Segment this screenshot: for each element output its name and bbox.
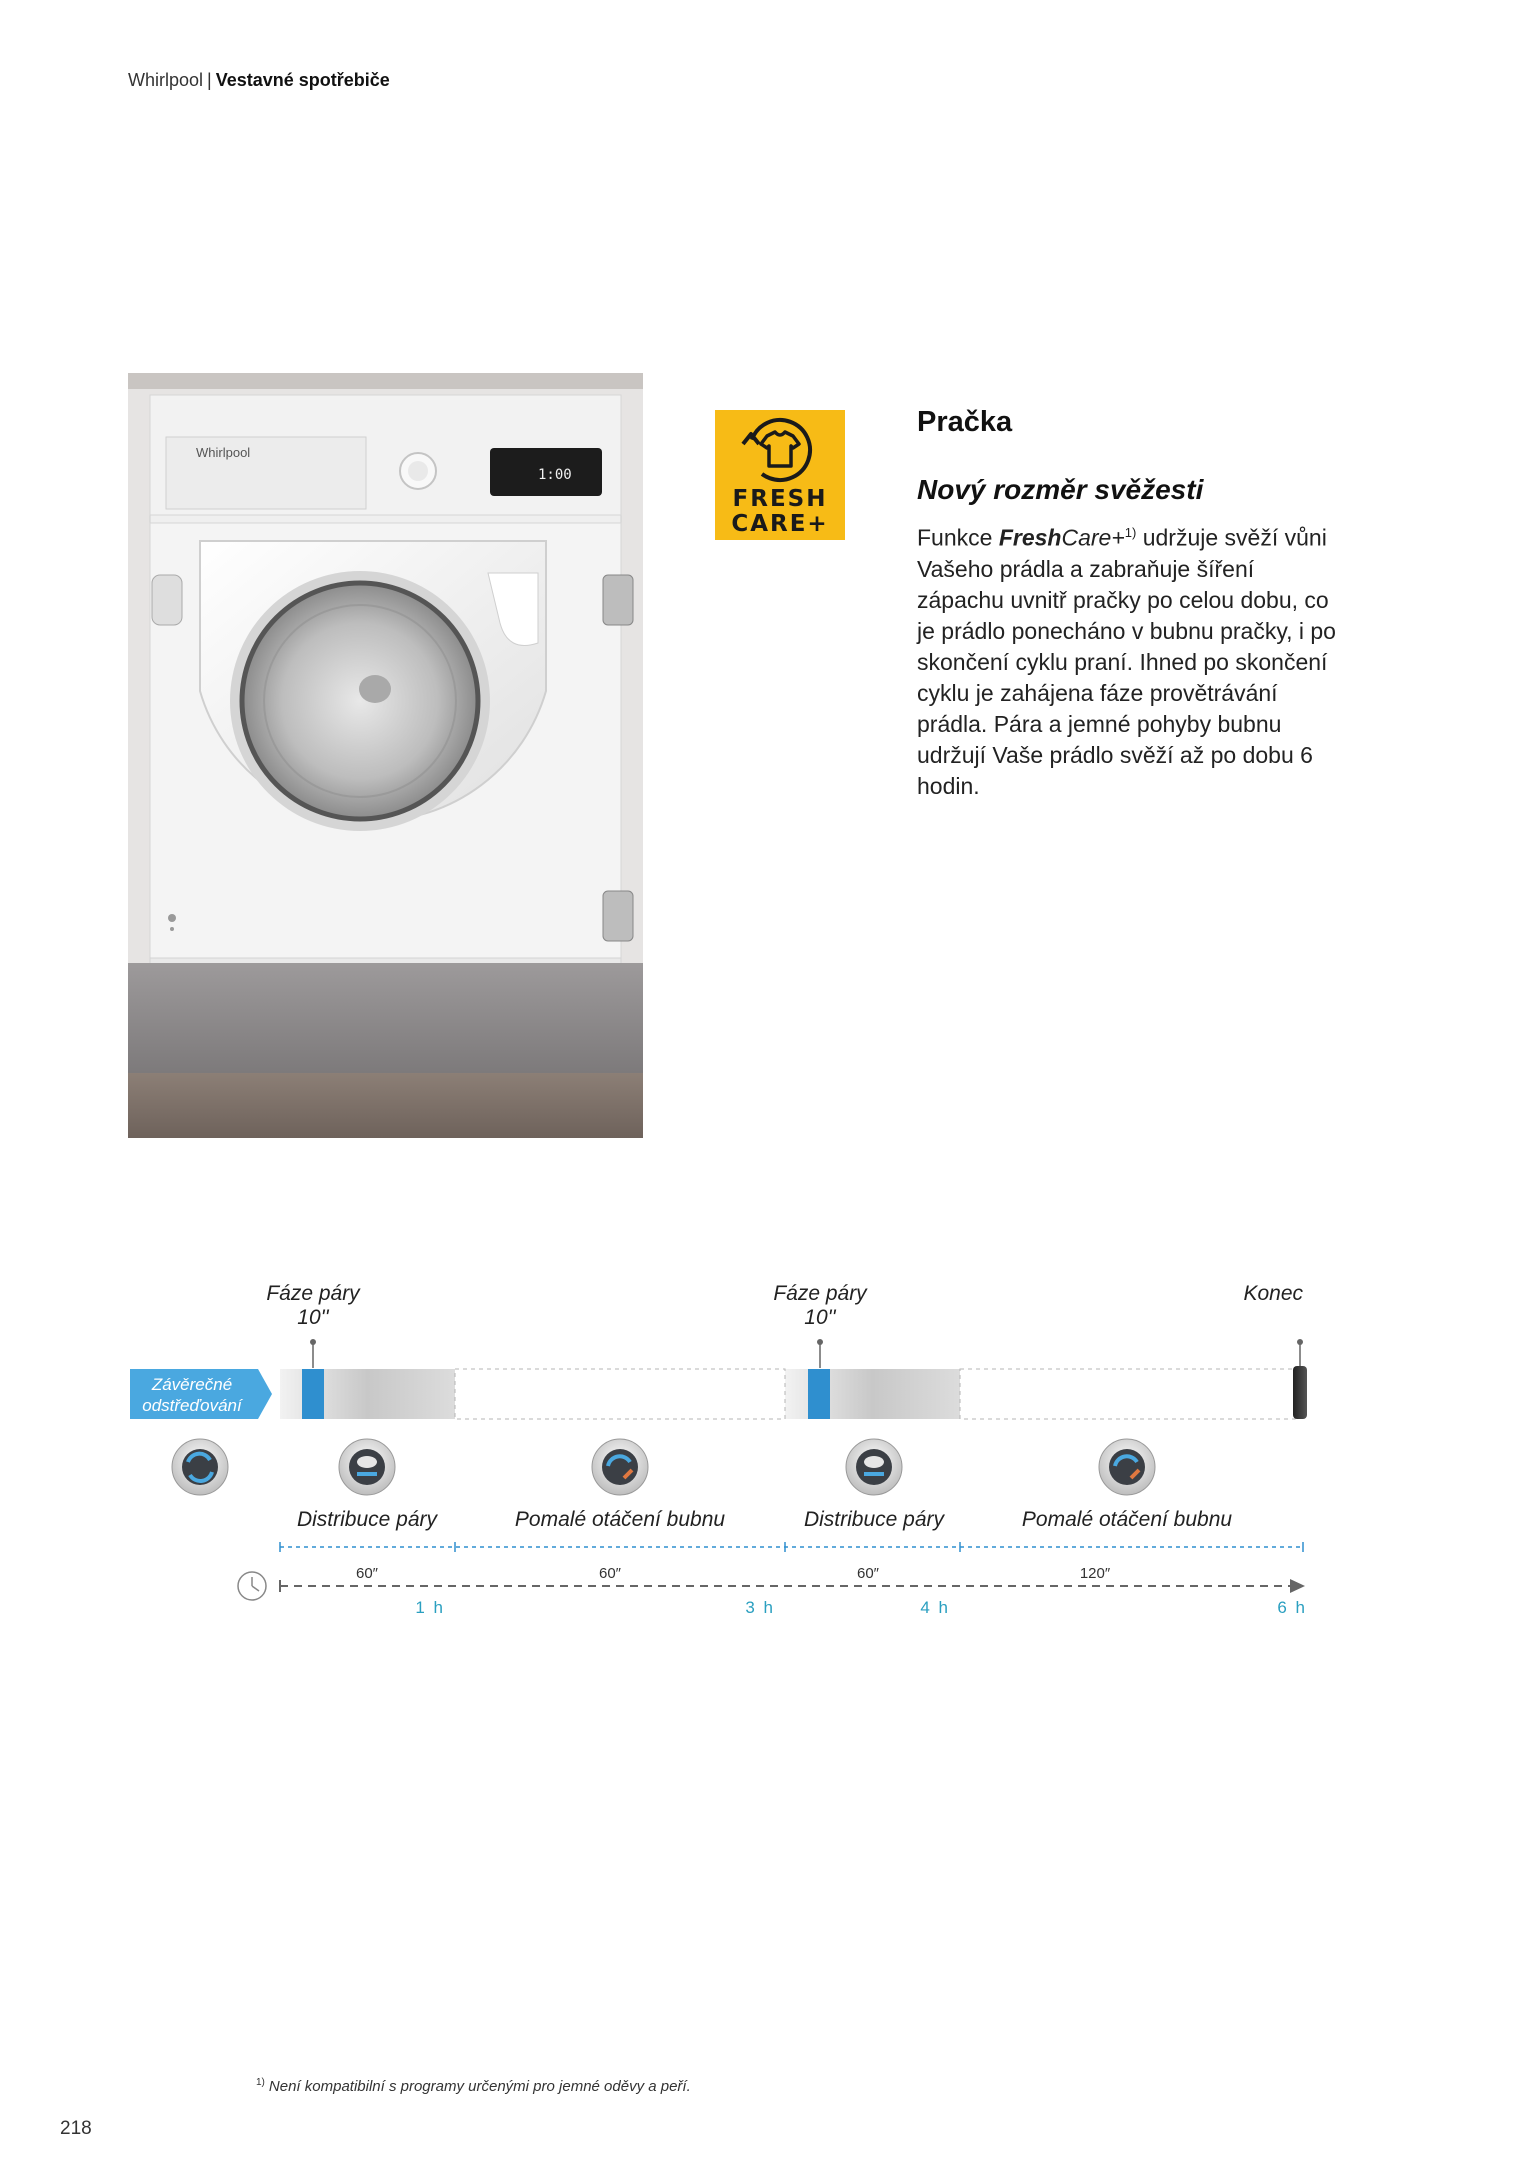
page-header [128,70,390,91]
steam-marker-2-pin [817,1339,823,1368]
freshcare-badge [715,410,845,540]
slow-rotation-icon [592,1439,648,1495]
phase-label: Pomalé otáčení bubnu [1021,1508,1233,1531]
duration-label: 120″ [1079,1565,1111,1582]
footnote [256,2077,691,2095]
header-separator: | [207,70,212,90]
freshcare-timeline-diagram [120,1270,1340,1650]
time-axis [280,1579,1305,1593]
washing-machine-photo [128,373,643,1138]
hour-label: 3 h [745,1598,775,1617]
duration-label: 60″ [857,1565,879,1582]
badge-line-fresh: FRESH [732,486,828,512]
phase-label: Distribuce páry [803,1508,945,1531]
duration-label: 60″ [599,1565,621,1582]
phase-label: Pomalé otáčení bubnu [514,1508,726,1531]
steam-distribution-icon [339,1439,395,1495]
steam-marker-1-label: Fáze páry [266,1282,360,1305]
steam-distribution-icon [846,1439,902,1495]
brand-italic: Care+ [1061,524,1125,551]
feature-title: Nový rozměr svěžesti [917,474,1204,505]
product-title: Pračka [917,406,1013,438]
appliance-logo: Whirlpool [196,445,251,460]
steam-marker-2-label: Fáze páry [773,1282,867,1305]
end-block [1293,1366,1307,1419]
desc-body: udržuje svěží vůni Vašeho prádla a zabraňuje šíření zápachu uvnitř pračky po celou dobu, co je prádlo ponecháno v bubnu pračky, i po skončení cyklu praní. Ihned po skončení cyklu je zahájena fáze provětrávání prádla. Pára a jemné pohyby bubnu udržují Vaše prádlo svěží až po dobu 6 hodin. [917,524,1336,799]
feature-description [917,517,1347,802]
footnote-marker: 1) [256,2077,265,2088]
phase-label: Distribuce páry [296,1508,438,1531]
clock-icon [238,1572,266,1600]
freshcare-brand [999,525,1125,551]
steam-pulse-2 [808,1369,830,1419]
slow-rotation-icon [1099,1439,1155,1495]
steam-marker-1-duration: 10'' [297,1306,329,1329]
steam-marker-2-duration: 10'' [804,1306,836,1329]
header-brand: Whirlpool [128,70,204,90]
steam-pulse-1 [302,1369,324,1419]
brand-bold: Fresh [998,524,1062,551]
display-readout: 1:00 [538,467,572,483]
desc-lead: Funkce [917,524,999,551]
hour-label: 1 h [415,1598,445,1617]
phase-span-line [280,1542,1303,1552]
final-spin-label-2: odstřeďování [142,1396,242,1415]
steam-marker-1-pin [310,1339,316,1368]
header-section: Vestavné spotřebiče [215,70,390,90]
hour-label: 4 h [920,1598,950,1617]
footnote-ref: 1) [1124,525,1137,540]
page-number: 218 [60,2118,92,2139]
duration-label: 60″ [356,1565,378,1582]
tshirt-refresh-icon [715,410,845,490]
spin-icon [172,1439,228,1495]
end-marker-label: Konec [1243,1282,1303,1305]
hour-label: 6 h [1277,1598,1307,1617]
badge-line-care: CARE+ [731,511,829,537]
slow-rotation-box-1 [455,1369,785,1419]
footnote-text: Není kompatibilní s programy určenými pro jemné oděvy a peří. [268,2078,691,2095]
final-spin-label-1: Závěrečné [151,1375,233,1394]
slow-rotation-box-2 [960,1369,1295,1419]
end-marker-pin [1297,1339,1303,1366]
